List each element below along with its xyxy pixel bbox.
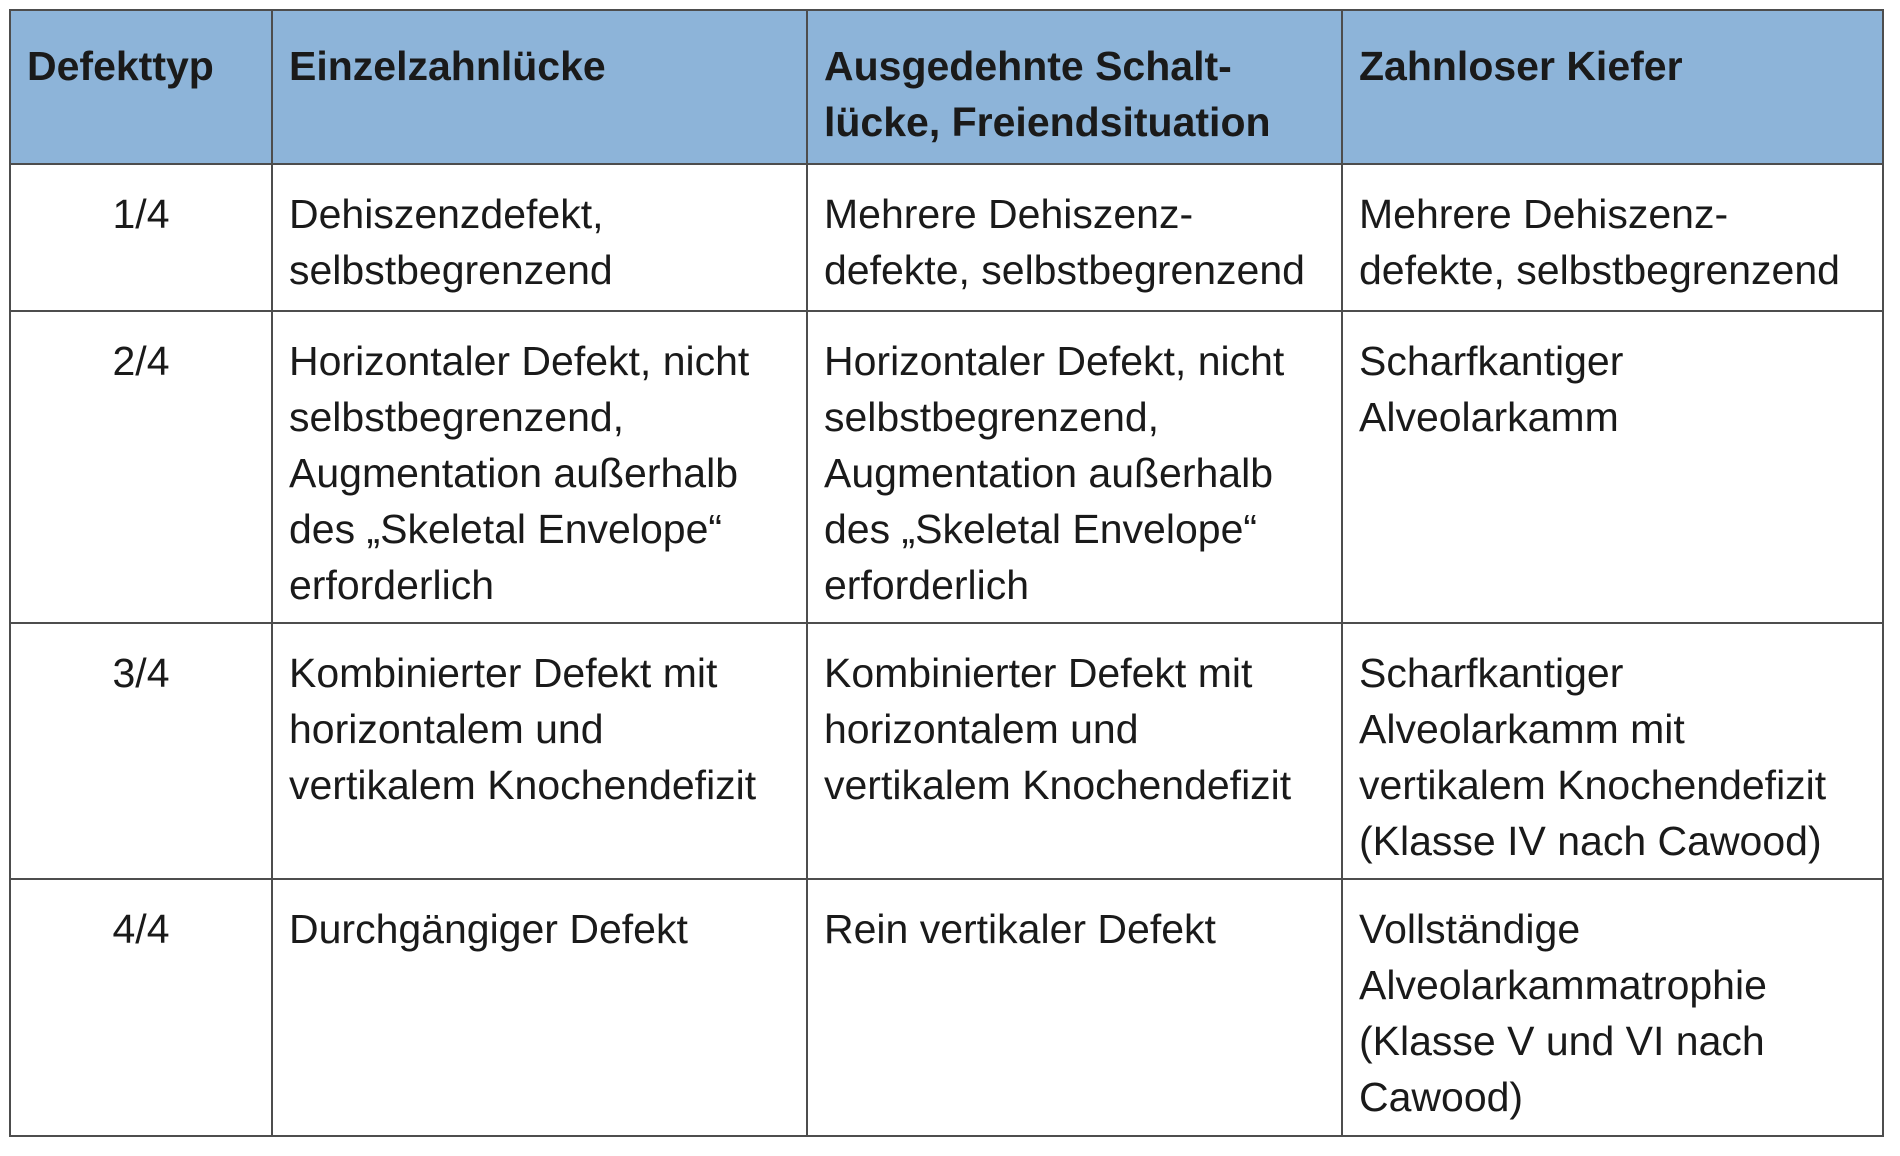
header-zahnloser-kiefer <box>1342 10 1883 164</box>
schaltluecke-text: Kombinierter Defekt mit horizontalem und vertikalem Knochendefizit <box>824 650 1292 808</box>
schaltluecke-text: Horizontaler Defekt, nicht selbstbegrenzend, Augmentation außerhalb des „Skeletal Envelope“ erforderlich <box>824 338 1285 608</box>
zahnloser-kiefer-text: Scharfkantiger Alveolarkamm <box>1359 338 1624 440</box>
table-row <box>10 311 1883 623</box>
defect-type-value: 3/4 <box>112 650 170 696</box>
schaltluecke-cell <box>807 311 1342 623</box>
zahnloser-kiefer-cell <box>1342 623 1883 879</box>
zahnloser-kiefer-cell <box>1342 879 1883 1136</box>
header-schaltluecke-label: Ausgedehnte Schalt- lücke, Freiendsituation <box>824 43 1271 145</box>
header-defekttyp-label: Defekttyp <box>27 43 214 89</box>
classification-table-container <box>9 9 1884 1137</box>
defect-type-value: 1/4 <box>112 191 170 237</box>
einzelzahnluecke-text: Horizontaler Defekt, nicht selbstbegrenzend, Augmentation außerhalb des „Skeletal Envelope“ erforderlich <box>289 338 750 608</box>
table-body <box>10 164 1883 1136</box>
einzelzahnluecke-cell <box>272 164 807 311</box>
table-row <box>10 623 1883 879</box>
defect-classification-table <box>9 9 1884 1137</box>
einzelzahnluecke-cell <box>272 879 807 1136</box>
header-row <box>10 10 1883 164</box>
table-row <box>10 164 1883 311</box>
zahnloser-kiefer-text: Mehrere Dehiszenz- defekte, selbstbegrenzend <box>1359 191 1840 293</box>
schaltluecke-text: Mehrere Dehiszenz- defekte, selbstbegrenzend <box>824 191 1305 293</box>
einzelzahnluecke-text: Kombinierter Defekt mit horizontalem und vertikalem Knochendefizit <box>289 650 757 808</box>
zahnloser-kiefer-cell <box>1342 164 1883 311</box>
header-defekttyp <box>10 10 272 164</box>
einzelzahnluecke-text: Durchgängiger Defekt <box>289 906 688 952</box>
zahnloser-kiefer-cell <box>1342 311 1883 623</box>
defect-type-cell <box>10 311 272 623</box>
zahnloser-kiefer-text: Scharfkantiger Alveolarkamm mit vertikalem Knochendefizit (Klasse IV nach Cawood) <box>1359 650 1827 864</box>
einzelzahnluecke-cell <box>272 311 807 623</box>
header-schaltluecke <box>807 10 1342 164</box>
header-zahnloser-kiefer-label: Zahnloser Kiefer <box>1359 43 1683 89</box>
defect-type-cell <box>10 879 272 1136</box>
schaltluecke-text: Rein vertikaler Defekt <box>824 906 1216 952</box>
table-row <box>10 879 1883 1136</box>
defect-type-cell <box>10 164 272 311</box>
header-einzelzahnluecke-label: Einzelzahnlücke <box>289 43 606 89</box>
defect-type-value: 4/4 <box>112 906 170 952</box>
schaltluecke-cell <box>807 879 1342 1136</box>
schaltluecke-cell <box>807 623 1342 879</box>
header-einzelzahnluecke <box>272 10 807 164</box>
schaltluecke-cell <box>807 164 1342 311</box>
zahnloser-kiefer-text: Vollständige Alveolarkammatrophie (Klasse V und VI nach Cawood) <box>1359 906 1767 1120</box>
defect-type-value: 2/4 <box>112 338 170 384</box>
einzelzahnluecke-text: Dehiszenzdefekt, selbstbegrenzend <box>289 191 613 293</box>
table-header <box>10 10 1883 164</box>
einzelzahnluecke-cell <box>272 623 807 879</box>
defect-type-cell <box>10 623 272 879</box>
